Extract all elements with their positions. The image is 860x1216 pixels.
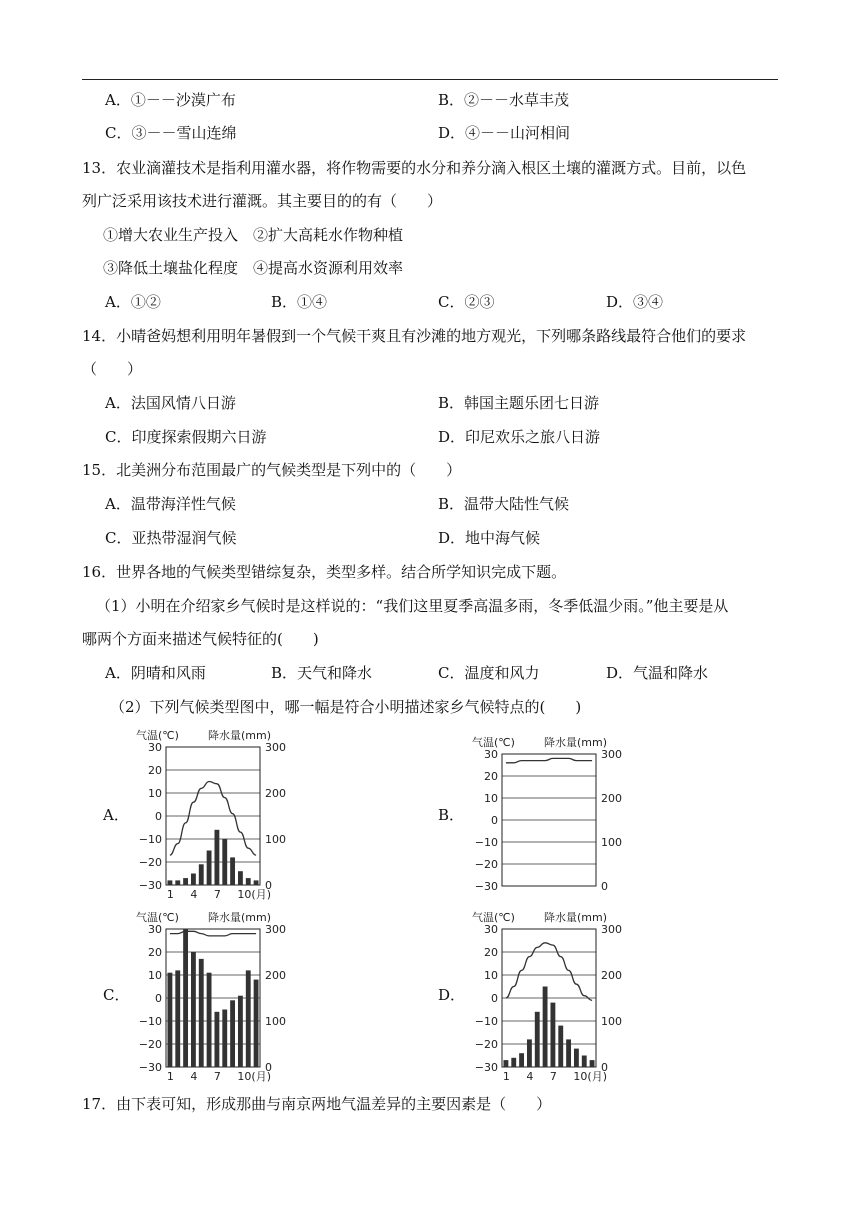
- top-rule: [82, 79, 778, 80]
- chart-d-label[interactable]: D．: [438, 986, 466, 1004]
- temp-tick-label: 10: [484, 792, 498, 805]
- temp-tick-label: −10: [138, 1015, 162, 1028]
- temp-axis-title: 气温(℃): [136, 729, 179, 742]
- precip-bar: [503, 1060, 508, 1067]
- month-tick-label: 10(月): [237, 888, 272, 901]
- precip-bar: [175, 970, 180, 1067]
- precip-bar: [511, 1058, 516, 1067]
- precip-bar: [519, 1053, 524, 1067]
- temp-tick-label: −10: [474, 1015, 498, 1028]
- precip-bar: [199, 959, 204, 1067]
- q17-stem: 17．由下表可知，形成那曲与南京两地气温差异的主要因素是（ ）: [82, 1095, 552, 1113]
- precip-bar: [590, 1060, 595, 1067]
- precip-bar: [207, 851, 212, 886]
- temp-tick-label: 30: [484, 923, 498, 936]
- temp-axis-title: 气温(℃): [472, 736, 515, 749]
- precip-tick-label: 100: [601, 1015, 622, 1028]
- precip-tick-label: 300: [601, 748, 622, 761]
- q14-stem-line2: （ ）: [82, 360, 143, 378]
- temperature-line: [506, 758, 592, 762]
- q16-sub1-line2: 哪两个方面来描述气候特征的( ): [82, 630, 319, 648]
- precip-bar: [566, 1039, 571, 1067]
- climate-chart-b[interactable]: [464, 732, 634, 904]
- q12-option-c[interactable]: C．③－－雪山连绵: [105, 124, 237, 142]
- q15-option-b[interactable]: B．温带大陆性气候: [438, 495, 570, 513]
- precip-tick-label: 100: [601, 836, 622, 849]
- precip-tick-label: 300: [265, 923, 286, 936]
- temp-tick-label: −10: [138, 833, 162, 846]
- month-tick-label: 10(月): [237, 1070, 272, 1083]
- month-tick-label: 1: [502, 1070, 510, 1083]
- month-tick-label: 7: [549, 1070, 557, 1083]
- precip-bar: [254, 980, 259, 1067]
- temp-tick-label: 10: [148, 787, 162, 800]
- precip-bar: [574, 1049, 579, 1067]
- precip-bar: [191, 874, 196, 886]
- temp-tick-label: 0: [155, 810, 162, 823]
- month-tick-label: 7: [213, 888, 221, 901]
- precip-bar: [191, 952, 196, 1067]
- temperature-line: [170, 782, 256, 856]
- precip-bar: [230, 1000, 235, 1067]
- q13-option-a[interactable]: A．①②: [105, 293, 161, 311]
- q14-stem-line1: 14．小晴爸妈想利用明年暑假到一个气候干爽且有沙滩的地方观光，下列哪条路线最符合他们的要求: [82, 327, 747, 345]
- q13-items-line2: ③降低土壤盐化程度 ④提高水资源利用效率: [103, 259, 404, 277]
- q14-option-c[interactable]: C．印度探索假期六日游: [105, 428, 267, 446]
- q16-stem: 16．世界各地的气候类型错综复杂，类型多样。结合所学知识完成下题。: [82, 563, 567, 581]
- q12-option-b[interactable]: B．②－－水草丰茂: [438, 91, 570, 109]
- temp-tick-label: 10: [484, 969, 498, 982]
- precip-tick-label: 100: [265, 833, 286, 846]
- q15-option-a[interactable]: A．温带海洋性气候: [105, 495, 236, 513]
- precip-bar: [246, 878, 251, 885]
- precip-bar: [175, 880, 180, 885]
- precip-bar: [550, 1003, 555, 1067]
- q13-items-line1: ①增大农业生产投入 ②扩大高耗水作物种植: [103, 226, 404, 244]
- q16-sub1-option-b[interactable]: B．天气和降水: [271, 664, 373, 682]
- precip-bar: [558, 1026, 563, 1067]
- precip-bar: [527, 1039, 532, 1067]
- precip-bar: [238, 996, 243, 1067]
- temp-tick-label: 10: [148, 969, 162, 982]
- temp-tick-label: 30: [484, 748, 498, 761]
- temp-tick-label: 0: [491, 992, 498, 1005]
- q15-option-d[interactable]: D．地中海气候: [438, 529, 541, 547]
- precip-axis-title: 降水量(mm): [208, 729, 272, 742]
- precip-bar: [207, 973, 212, 1067]
- precip-axis-title: 降水量(mm): [544, 736, 608, 749]
- precip-bar: [167, 880, 172, 885]
- chart-b-label[interactable]: B．: [438, 806, 465, 824]
- q13-stem-line2: 列广泛采用该技术进行灌溉。其主要目的的有（ ）: [82, 192, 443, 210]
- precip-bar: [183, 929, 188, 1067]
- q14-option-d[interactable]: D．印尼欢乐之旅八日游: [438, 428, 601, 446]
- temp-tick-label: 0: [155, 992, 162, 1005]
- temp-axis-title: 气温(℃): [472, 911, 515, 924]
- month-tick-label: 1: [166, 888, 174, 901]
- precip-bar: [167, 973, 172, 1067]
- precip-tick-label: 200: [265, 787, 286, 800]
- temp-tick-label: −20: [474, 1038, 498, 1051]
- temp-tick-label: 30: [148, 923, 162, 936]
- temp-tick-label: −30: [474, 1061, 498, 1074]
- month-tick-label: 4: [190, 1070, 198, 1083]
- q15-option-c[interactable]: C．亚热带湿润气候: [105, 529, 237, 547]
- temp-tick-label: −10: [474, 836, 498, 849]
- q13-option-c[interactable]: C．②③: [438, 293, 495, 311]
- month-tick-label: 4: [526, 1070, 534, 1083]
- temp-tick-label: 0: [491, 814, 498, 827]
- temp-tick-label: −30: [138, 1061, 162, 1074]
- precip-axis-title: 降水量(mm): [208, 911, 272, 924]
- temp-tick-label: −20: [138, 1038, 162, 1051]
- precip-bar: [230, 857, 235, 885]
- q13-option-b[interactable]: B．①④: [271, 293, 328, 311]
- precip-bar: [238, 871, 243, 885]
- temp-tick-label: 20: [148, 764, 162, 777]
- month-tick-label: 4: [190, 888, 198, 901]
- precip-tick-label: 0: [265, 1061, 272, 1074]
- precip-bar: [214, 830, 219, 885]
- q13-option-d[interactable]: D．③④: [606, 293, 664, 311]
- precip-tick-label: 200: [265, 969, 286, 982]
- temp-tick-label: −30: [138, 879, 162, 892]
- month-tick-label: 1: [166, 1070, 174, 1083]
- q12-option-a[interactable]: A．①－－沙漠广布: [105, 91, 236, 109]
- temp-tick-label: −20: [138, 856, 162, 869]
- precip-axis-title: 降水量(mm): [544, 911, 608, 924]
- chart-a-label[interactable]: A．: [103, 806, 129, 824]
- temp-tick-label: −20: [474, 858, 498, 871]
- precip-tick-label: 300: [601, 923, 622, 936]
- precip-bar: [543, 987, 548, 1068]
- q16-sub1-option-a[interactable]: A．阴晴和风雨: [105, 664, 206, 682]
- temperature-line: [506, 943, 592, 1001]
- precip-bar: [214, 1012, 219, 1067]
- q16-sub1-option-d[interactable]: D．气温和降水: [606, 664, 709, 682]
- precip-bar: [199, 864, 204, 885]
- precip-bar: [535, 1012, 540, 1067]
- precip-bar: [222, 1010, 227, 1068]
- q13-stem-line1: 13．农业滴灌技术是指利用灌水器，将作物需要的水分和养分滴入根区土壤的灌溉方式。目前，以色: [82, 159, 747, 177]
- temp-tick-label: 20: [148, 946, 162, 959]
- q16-sub2-stem: （2）下列气候类型图中，哪一幅是符合小明描述家乡气候特点的( ): [110, 698, 582, 716]
- chart-c-label[interactable]: C．: [103, 986, 130, 1004]
- temp-tick-label: 20: [484, 946, 498, 959]
- temp-tick-label: 30: [148, 741, 162, 754]
- precip-tick-label: 0: [265, 879, 272, 892]
- q16-sub1-line1: （1）小明在介绍家乡气候时是这样说的：“我们这里夏季高温多雨，冬季低温少雨。”他主要是从: [96, 597, 729, 615]
- climate-chart-d[interactable]: [464, 907, 634, 1085]
- temp-tick-label: 20: [484, 770, 498, 783]
- precip-tick-label: 200: [601, 969, 622, 982]
- q14-option-a[interactable]: A．法国风情八日游: [105, 394, 236, 412]
- q12-option-d[interactable]: D．④－－山河相间: [438, 124, 571, 142]
- precip-tick-label: 200: [601, 792, 622, 805]
- precip-bar: [582, 1056, 587, 1068]
- precip-bar: [183, 878, 188, 885]
- precip-tick-label: 0: [601, 1061, 608, 1074]
- precip-tick-label: 100: [265, 1015, 286, 1028]
- temp-tick-label: −30: [474, 880, 498, 893]
- q15-stem: 15．北美洲分布范围最广的气候类型是下列中的（ ）: [82, 461, 462, 479]
- precip-bar: [254, 880, 259, 885]
- precip-tick-label: 300: [265, 741, 286, 754]
- q14-option-b[interactable]: B．韩国主题乐团七日游: [438, 394, 600, 412]
- temp-axis-title: 气温(℃): [136, 911, 179, 924]
- month-tick-label: 7: [213, 1070, 221, 1083]
- climate-chart-a[interactable]: [128, 725, 298, 903]
- month-tick-label: 10(月): [573, 1070, 608, 1083]
- precip-bar: [246, 970, 251, 1067]
- temperature-line: [170, 931, 256, 936]
- q16-sub1-option-c[interactable]: C．温度和风力: [438, 664, 540, 682]
- precip-tick-label: 0: [601, 880, 608, 893]
- climate-chart-c[interactable]: [128, 907, 298, 1085]
- precip-bar: [222, 839, 227, 885]
